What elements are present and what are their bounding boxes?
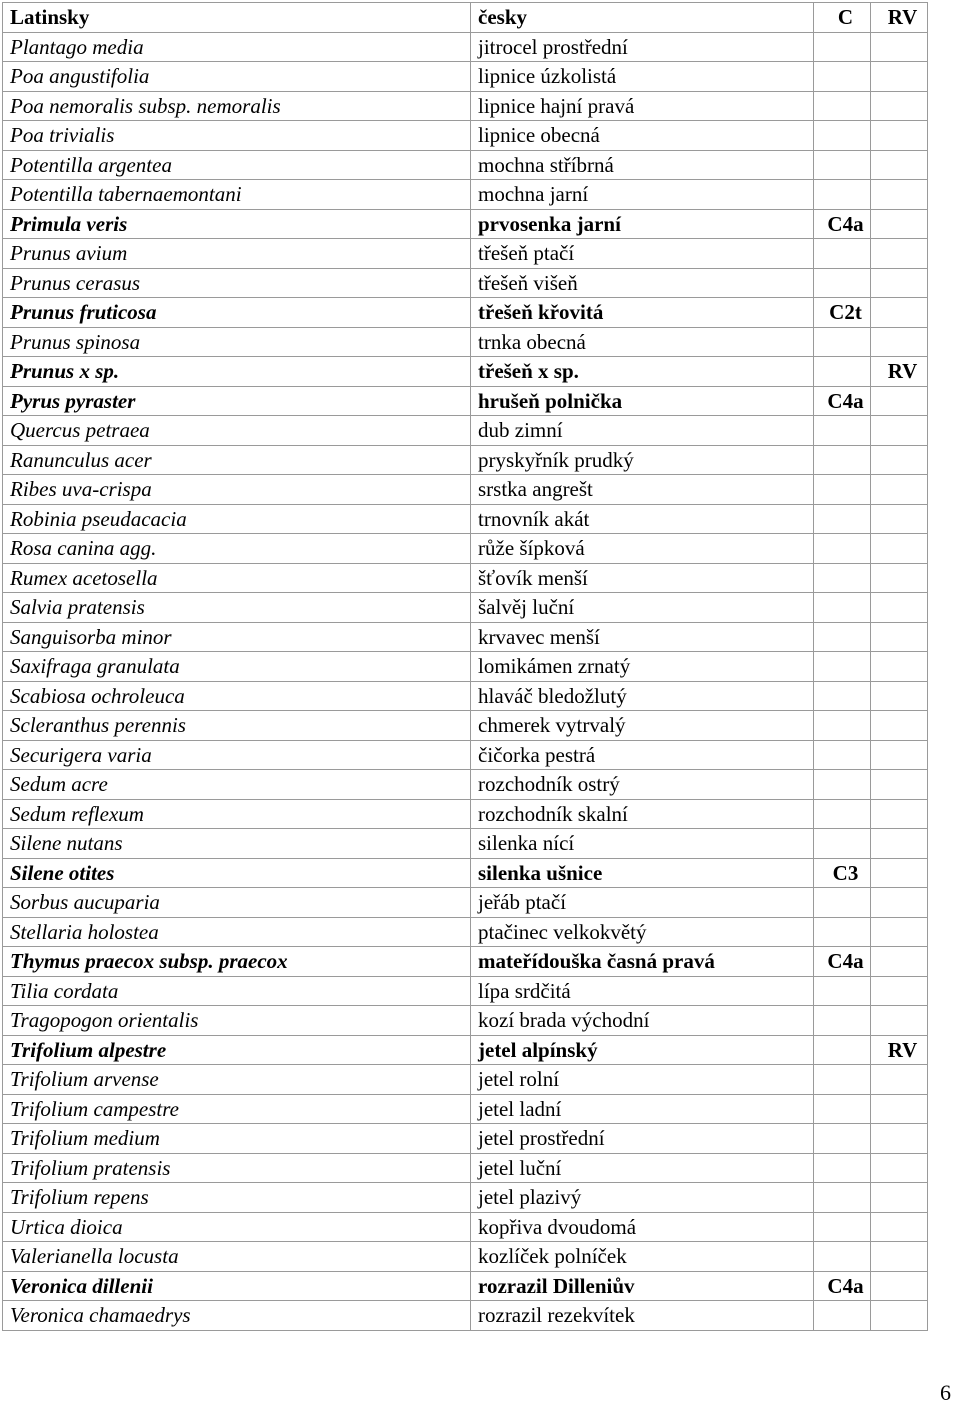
category-rv-cell [871,32,928,62]
category-rv-cell [871,1183,928,1213]
category-c-cell [814,976,871,1006]
table-row [3,1212,928,1242]
czech-name-cell: jetel alpínský [471,1035,814,1065]
czech-name-cell: šalvěj luční [471,593,814,623]
table-row [3,327,928,357]
category-c-cell [814,888,871,918]
latin-name-cell: Urtica dioica [3,1212,471,1242]
latin-name-cell: Rosa canina agg. [3,534,471,564]
category-rv-cell [871,268,928,298]
czech-name-cell: jetel rolní [471,1065,814,1095]
category-rv-cell [871,1006,928,1036]
category-rv-cell [871,62,928,92]
header-c: C [814,3,871,33]
category-c-cell [814,1212,871,1242]
czech-name-cell: třešeň ptačí [471,239,814,269]
category-c-cell [814,62,871,92]
czech-name-cell: jeřáb ptačí [471,888,814,918]
category-c-cell [814,1242,871,1272]
czech-name-cell: třešeň višeň [471,268,814,298]
category-c-cell [814,711,871,741]
latin-name-cell: Scabiosa ochroleuca [3,681,471,711]
category-c-cell: C3 [814,858,871,888]
czech-name-cell: jetel luční [471,1153,814,1183]
table-row [3,298,928,328]
latin-name-cell: Silene otites [3,858,471,888]
czech-name-cell: lípa srdčitá [471,976,814,1006]
category-rv-cell [871,593,928,623]
table-header-row [3,3,928,33]
table-row [3,1183,928,1213]
category-rv-cell [871,652,928,682]
category-c-cell [814,1153,871,1183]
latin-name-cell: Plantago media [3,32,471,62]
table-row [3,1242,928,1272]
latin-name-cell: Thymus praecox subsp. praecox [3,947,471,977]
category-rv-cell [871,799,928,829]
category-rv-cell [871,180,928,210]
category-rv-cell [871,888,928,918]
latin-name-cell: Trifolium alpestre [3,1035,471,1065]
latin-name-cell: Trifolium pratensis [3,1153,471,1183]
latin-name-cell: Trifolium medium [3,1124,471,1154]
table-row [3,1035,928,1065]
latin-name-cell: Sanguisorba minor [3,622,471,652]
category-rv-cell [871,829,928,859]
table-row [3,1301,928,1331]
category-rv-cell [871,121,928,151]
czech-name-cell: rozchodník skalní [471,799,814,829]
category-rv-cell [871,1301,928,1331]
latin-name-cell: Silene nutans [3,829,471,859]
category-rv-cell [871,1212,928,1242]
category-rv-cell [871,1124,928,1154]
category-rv-cell [871,386,928,416]
table-row [3,357,928,387]
table-row [3,1094,928,1124]
table-row [3,416,928,446]
category-c-cell [814,445,871,475]
latin-name-cell: Sedum acre [3,770,471,800]
category-c-cell [814,504,871,534]
category-rv-cell [871,1094,928,1124]
table-row [3,858,928,888]
czech-name-cell: srstka angrešt [471,475,814,505]
category-c-cell [814,799,871,829]
category-rv-cell [871,770,928,800]
latin-name-cell: Valerianella locusta [3,1242,471,1272]
category-c-cell [814,180,871,210]
czech-name-cell: trnovník akát [471,504,814,534]
latin-name-cell: Robinia pseudacacia [3,504,471,534]
czech-name-cell: hrušeň polnička [471,386,814,416]
table-row [3,150,928,180]
table-row [3,62,928,92]
table-row [3,652,928,682]
czech-name-cell: třešeň x sp. [471,357,814,387]
category-c-cell [814,593,871,623]
table-row [3,947,928,977]
czech-name-cell: krvavec menší [471,622,814,652]
category-c-cell [814,239,871,269]
table-row [3,681,928,711]
czech-name-cell: chmerek vytrvalý [471,711,814,741]
category-c-cell [814,416,871,446]
category-rv-cell [871,711,928,741]
latin-name-cell: Veronica dillenii [3,1271,471,1301]
category-c-cell: C4a [814,947,871,977]
table-row [3,770,928,800]
latin-name-cell: Sorbus aucuparia [3,888,471,918]
czech-name-cell: prvosenka jarní [471,209,814,239]
table-row [3,1124,928,1154]
category-rv-cell [871,298,928,328]
latin-name-cell: Poa nemoralis subsp. nemoralis [3,91,471,121]
category-c-cell [814,121,871,151]
category-c-cell [814,150,871,180]
latin-name-cell: Stellaria holostea [3,917,471,947]
category-c-cell [814,563,871,593]
czech-name-cell: čičorka pestrá [471,740,814,770]
category-c-cell [814,1006,871,1036]
category-c-cell [814,268,871,298]
category-rv-cell [871,563,928,593]
table-row [3,976,928,1006]
category-c-cell [814,1124,871,1154]
table-row [3,711,928,741]
category-c-cell [814,475,871,505]
czech-name-cell: kozí brada východní [471,1006,814,1036]
table-row [3,475,928,505]
category-c-cell [814,534,871,564]
category-rv-cell [871,976,928,1006]
czech-name-cell: kopřiva dvoudomá [471,1212,814,1242]
latin-name-cell: Prunus cerasus [3,268,471,298]
category-rv-cell [871,917,928,947]
category-rv-cell [871,947,928,977]
category-rv-cell [871,1271,928,1301]
category-c-cell [814,1301,871,1331]
category-rv-cell [871,1065,928,1095]
czech-name-cell: růže šípková [471,534,814,564]
category-c-cell [814,622,871,652]
species-table-body [3,3,928,1331]
category-rv-cell [871,740,928,770]
latin-name-cell: Trifolium arvense [3,1065,471,1095]
czech-name-cell: rozchodník ostrý [471,770,814,800]
latin-name-cell: Ranunculus acer [3,445,471,475]
category-rv-cell [871,858,928,888]
category-rv-cell [871,1242,928,1272]
table-row [3,445,928,475]
species-table [2,2,928,1331]
latin-name-cell: Poa trivialis [3,121,471,151]
latin-name-cell: Prunus x sp. [3,357,471,387]
table-row [3,534,928,564]
category-c-cell [814,91,871,121]
table-row [3,121,928,151]
table-row [3,91,928,121]
category-rv-cell [871,681,928,711]
table-row [3,386,928,416]
category-rv-cell [871,91,928,121]
table-row [3,799,928,829]
latin-name-cell: Saxifraga granulata [3,652,471,682]
table-row [3,1065,928,1095]
header-rv: RV [871,3,928,33]
czech-name-cell: trnka obecná [471,327,814,357]
latin-name-cell: Potentilla tabernaemontani [3,180,471,210]
latin-name-cell: Rumex acetosella [3,563,471,593]
latin-name-cell: Poa angustifolia [3,62,471,92]
category-c-cell [814,327,871,357]
category-rv-cell: RV [871,1035,928,1065]
czech-name-cell: jetel ladní [471,1094,814,1124]
czech-name-cell: lipnice úzkolistá [471,62,814,92]
latin-name-cell: Tilia cordata [3,976,471,1006]
category-rv-cell [871,475,928,505]
category-rv-cell [871,150,928,180]
czech-name-cell: lipnice hajní pravá [471,91,814,121]
czech-name-cell: dub zimní [471,416,814,446]
category-rv-cell [871,209,928,239]
category-rv-cell [871,416,928,446]
header-latin: Latinsky [3,3,471,33]
czech-name-cell: silenka nící [471,829,814,859]
table-row [3,917,928,947]
category-c-cell [814,681,871,711]
table-row [3,563,928,593]
category-c-cell: C2t [814,298,871,328]
latin-name-cell: Prunus fruticosa [3,298,471,328]
czech-name-cell: jetel plazivý [471,1183,814,1213]
latin-name-cell: Trifolium campestre [3,1094,471,1124]
czech-name-cell: jitrocel prostřední [471,32,814,62]
czech-name-cell: hlaváč bledožlutý [471,681,814,711]
latin-name-cell: Tragopogon orientalis [3,1006,471,1036]
category-rv-cell [871,239,928,269]
czech-name-cell: lipnice obecná [471,121,814,151]
table-row [3,1153,928,1183]
table-row [3,888,928,918]
header-czech: česky [471,3,814,33]
latin-name-cell: Trifolium repens [3,1183,471,1213]
category-c-cell [814,740,871,770]
table-row [3,1006,928,1036]
czech-name-cell: mateřídouška časná pravá [471,947,814,977]
category-c-cell: C4a [814,1271,871,1301]
category-c-cell [814,1065,871,1095]
czech-name-cell: třešeň křovitá [471,298,814,328]
latin-name-cell: Prunus avium [3,239,471,269]
table-row [3,239,928,269]
category-c-cell [814,357,871,387]
table-row [3,740,928,770]
category-rv-cell [871,1153,928,1183]
category-c-cell [814,917,871,947]
table-row [3,209,928,239]
czech-name-cell: jetel prostřední [471,1124,814,1154]
czech-name-cell: ptačinec velkokvětý [471,917,814,947]
table-row [3,1271,928,1301]
category-rv-cell [871,622,928,652]
latin-name-cell: Salvia pratensis [3,593,471,623]
category-c-cell [814,829,871,859]
category-c-cell [814,1094,871,1124]
category-c-cell [814,32,871,62]
latin-name-cell: Pyrus pyraster [3,386,471,416]
latin-name-cell: Securigera varia [3,740,471,770]
czech-name-cell: rozrazil Dilleniův [471,1271,814,1301]
czech-name-cell: lomikámen zrnatý [471,652,814,682]
czech-name-cell: mochna jarní [471,180,814,210]
czech-name-cell: silenka ušnice [471,858,814,888]
latin-name-cell: Sedum reflexum [3,799,471,829]
table-row [3,622,928,652]
latin-name-cell: Primula veris [3,209,471,239]
latin-name-cell: Scleranthus perennis [3,711,471,741]
table-row [3,268,928,298]
category-rv-cell: RV [871,357,928,387]
latin-name-cell: Quercus petraea [3,416,471,446]
table-row [3,504,928,534]
czech-name-cell: mochna stříbrná [471,150,814,180]
table-row [3,593,928,623]
czech-name-cell: pryskyřník prudký [471,445,814,475]
category-rv-cell [871,534,928,564]
page-number: 6 [940,1380,951,1405]
latin-name-cell: Ribes uva-crispa [3,475,471,505]
category-c-cell [814,1183,871,1213]
category-c-cell [814,652,871,682]
category-rv-cell [871,327,928,357]
czech-name-cell: rozrazil rezekvítek [471,1301,814,1331]
category-c-cell [814,770,871,800]
czech-name-cell: šťovík menší [471,563,814,593]
table-row [3,829,928,859]
latin-name-cell: Potentilla argentea [3,150,471,180]
latin-name-cell: Prunus spinosa [3,327,471,357]
category-c-cell: C4a [814,209,871,239]
table-row [3,180,928,210]
category-c-cell [814,1035,871,1065]
category-c-cell: C4a [814,386,871,416]
table-row [3,32,928,62]
category-rv-cell [871,504,928,534]
latin-name-cell: Veronica chamaedrys [3,1301,471,1331]
czech-name-cell: kozlíček polníček [471,1242,814,1272]
category-rv-cell [871,445,928,475]
